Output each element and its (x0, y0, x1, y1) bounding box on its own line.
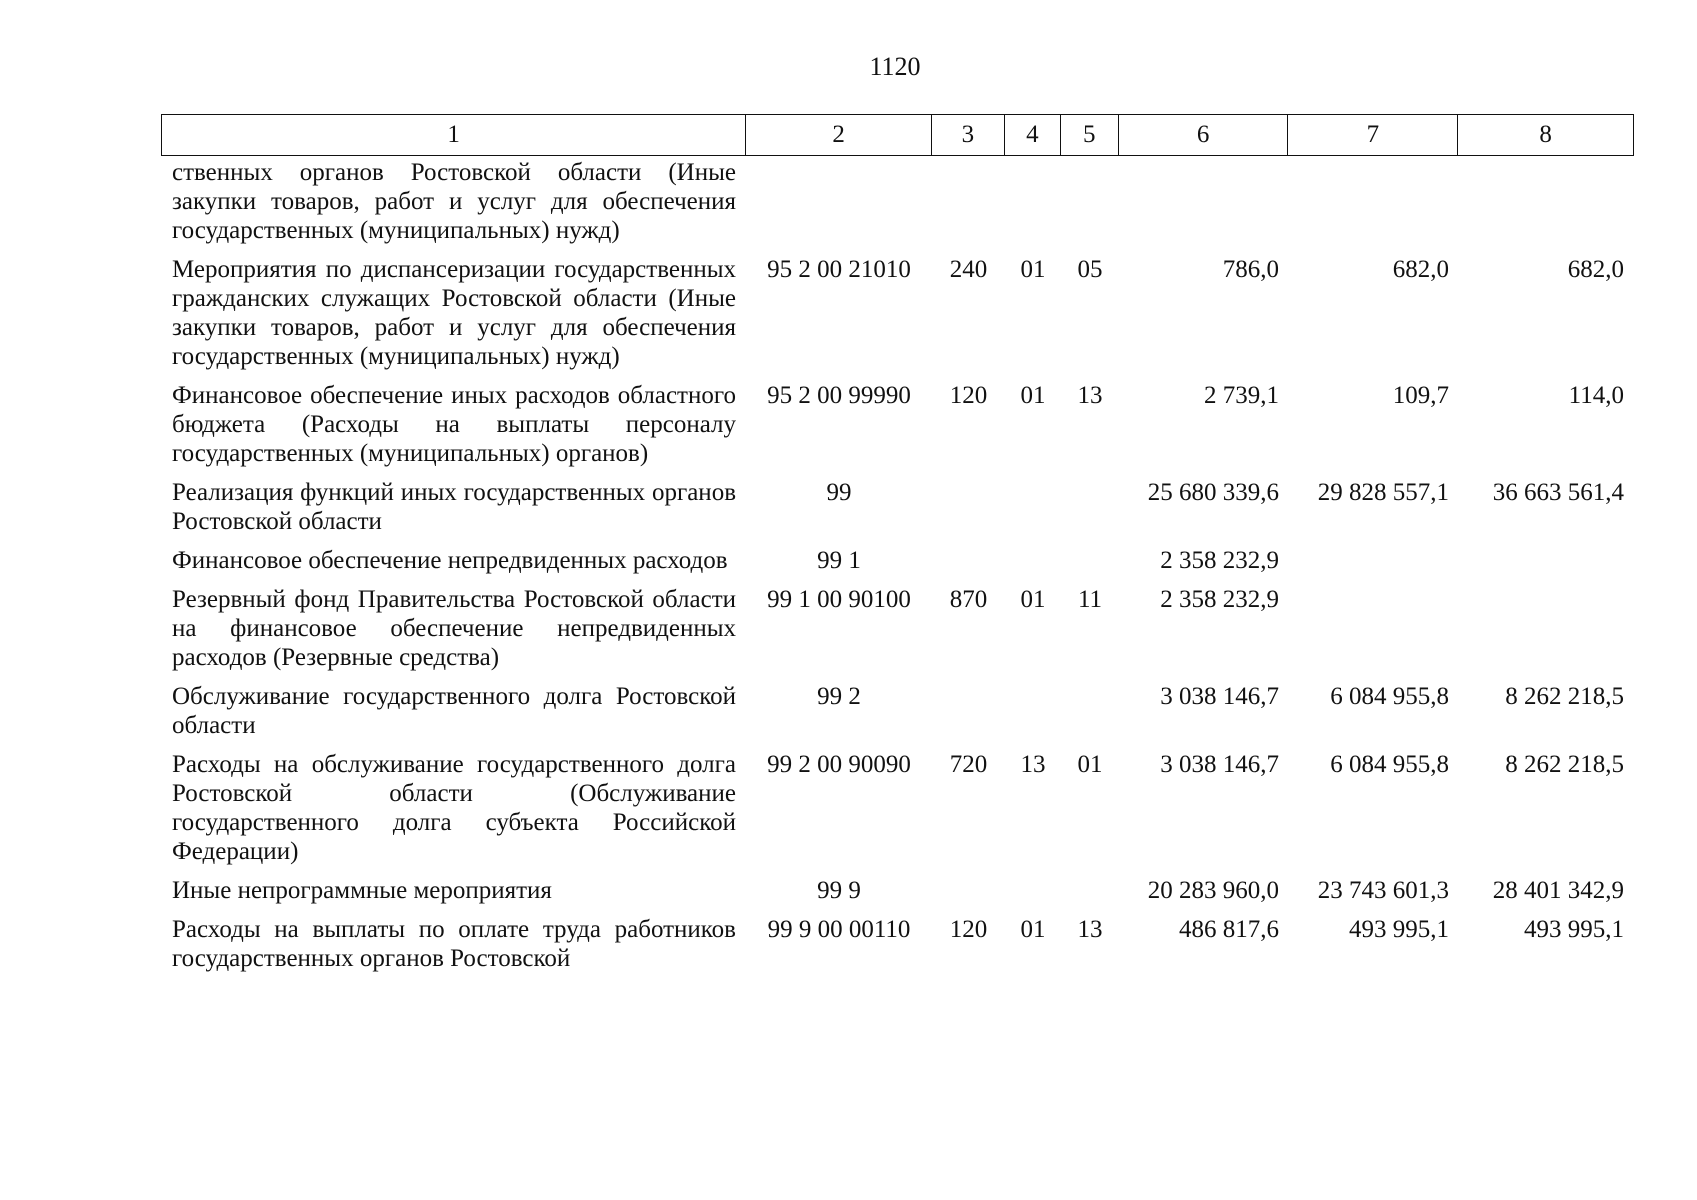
row-section (1005, 876, 1061, 905)
row-target-code: 95 2 00 21010 (767, 256, 911, 283)
row-name: Финансовое обеспечение иных расходов областного бюджета (Расходы на выплаты персоналу государственных (муниципальных) органов) (172, 382, 736, 467)
row-expense-type (932, 876, 1005, 905)
row-value-col7 (1289, 158, 1459, 245)
row-value-col8 (1459, 546, 1634, 575)
row-target-code: 99 2 00 90090 (767, 751, 911, 778)
row-subsection (1061, 158, 1119, 245)
row-section (1005, 546, 1061, 575)
row-value-col8: 493 995,1 (1524, 916, 1624, 943)
column-header-3: 3 (932, 115, 1005, 155)
row-section: 01 (1020, 382, 1046, 409)
row-value-col6 (1119, 158, 1289, 245)
row-name: Расходы на выплаты по оплате труда работников государственных органов Ростовской (172, 916, 736, 972)
table-body (161, 158, 1634, 983)
row-value-col8: 28 401 342,9 (1492, 877, 1624, 904)
table-row (161, 255, 1634, 371)
row-value-col8 (1459, 585, 1634, 672)
row-target-code: 99 (826, 479, 852, 506)
row-value-col6: 2 739,1 (1204, 382, 1279, 409)
row-value-col7: 29 828 557,1 (1317, 479, 1449, 506)
row-value-col7: 6 084 955,8 (1330, 751, 1449, 778)
row-value-col6: 3 038 146,7 (1160, 683, 1279, 710)
row-subsection (1061, 478, 1119, 536)
row-value-col7 (1289, 585, 1459, 672)
row-section: 13 (1020, 751, 1046, 778)
table-row (161, 876, 1634, 905)
row-value-col6: 20 283 960,0 (1147, 877, 1279, 904)
row-expense-type: 870 (949, 586, 988, 613)
row-value-col7: 6 084 955,8 (1330, 683, 1449, 710)
row-section (1005, 478, 1061, 536)
page-number: 1120 (869, 52, 921, 81)
row-value-col7: 682,0 (1392, 256, 1449, 283)
row-target-code: 95 2 00 99990 (767, 382, 911, 409)
table-row (161, 381, 1634, 468)
table-row (161, 750, 1634, 866)
row-section: 01 (1020, 916, 1046, 943)
row-section: 01 (1020, 256, 1046, 283)
row-value-col7 (1289, 546, 1459, 575)
row-subsection: 05 (1077, 256, 1103, 283)
table-row (161, 546, 1634, 575)
column-header-4: 4 (1005, 115, 1061, 155)
column-header-6: 6 (1119, 115, 1289, 155)
row-value-col6: 786,0 (1222, 256, 1279, 283)
row-value-col8: 8 262 218,5 (1505, 683, 1624, 710)
row-value-col8: 682,0 (1567, 256, 1624, 283)
row-subsection: 01 (1077, 751, 1103, 778)
row-value-col6: 25 680 339,6 (1147, 479, 1279, 506)
table-row (161, 478, 1634, 536)
row-subsection: 13 (1077, 916, 1103, 943)
row-target-code: 99 2 (817, 683, 861, 710)
row-subsection (1061, 682, 1119, 740)
row-value-col7: 23 743 601,3 (1317, 877, 1449, 904)
row-target-code: 99 9 00 00110 (767, 916, 911, 943)
row-value-col6: 486 817,6 (1179, 916, 1279, 943)
row-expense-type: 720 (949, 751, 988, 778)
column-header-2: 2 (746, 115, 932, 155)
row-value-col8: 8 262 218,5 (1505, 751, 1624, 778)
row-expense-type: 120 (949, 382, 988, 409)
row-section (1005, 158, 1061, 245)
table-row (161, 682, 1634, 740)
table-row (161, 585, 1634, 672)
row-name: Резервный фонд Правительства Ростовской области на финансовое обеспечение непредвиденных расходов (Резервные средства) (172, 586, 736, 671)
row-expense-type (932, 158, 1005, 245)
row-expense-type (932, 546, 1005, 575)
row-section (1005, 682, 1061, 740)
column-header-1: 1 (162, 115, 746, 155)
column-header-7: 7 (1288, 115, 1458, 155)
row-name: Мероприятия по диспансеризации государственных гражданских служащих Ростовской области (Иные закупки товаров, работ и услуг для обеспечения государственных (муниципальных) нужд) (172, 256, 736, 370)
row-name: Расходы на обслуживание государственного долга Ростовской области (Обслуживание государственного долга субъекта Российской Федерации) (172, 751, 736, 865)
row-subsection (1061, 876, 1119, 905)
row-target-code: 99 9 (817, 877, 861, 904)
row-name: Обслуживание государственного долга Ростовской области (172, 683, 736, 739)
row-expense-type (932, 682, 1005, 740)
row-name: Иные непрограммные мероприятия (172, 877, 552, 904)
column-header-5: 5 (1061, 115, 1119, 155)
row-value-col7: 493 995,1 (1349, 916, 1449, 943)
row-subsection (1061, 546, 1119, 575)
row-value-col7: 109,7 (1392, 382, 1449, 409)
row-target-code (746, 158, 932, 245)
row-name: Реализация функций иных государственных органов Ростовской области (172, 479, 736, 535)
row-name: Финансовое обеспечение непредвиденных расходов (172, 547, 728, 574)
row-value-col6: 3 038 146,7 (1160, 751, 1279, 778)
row-value-col6: 2 358 232,9 (1160, 586, 1279, 613)
row-subsection: 13 (1077, 382, 1103, 409)
row-expense-type: 240 (949, 256, 988, 283)
row-target-code: 99 1 00 90100 (767, 586, 911, 613)
row-value-col8: 114,0 (1568, 382, 1624, 409)
row-value-col8 (1459, 158, 1634, 245)
row-target-code: 99 1 (817, 547, 861, 574)
row-section: 01 (1020, 586, 1046, 613)
row-expense-type: 120 (949, 916, 988, 943)
row-value-col8: 36 663 561,4 (1492, 479, 1624, 506)
table-row (161, 158, 1634, 245)
row-value-col6: 2 358 232,9 (1160, 547, 1279, 574)
row-expense-type (932, 478, 1005, 536)
table-header (161, 114, 1634, 156)
column-header-8: 8 (1539, 121, 1552, 148)
row-name: ственных органов Ростовской области (Иные закупки товаров, работ и услуг для обеспечения государственных (муниципальных) нужд) (172, 159, 736, 244)
table-row (161, 915, 1634, 973)
row-subsection: 11 (1077, 586, 1103, 613)
